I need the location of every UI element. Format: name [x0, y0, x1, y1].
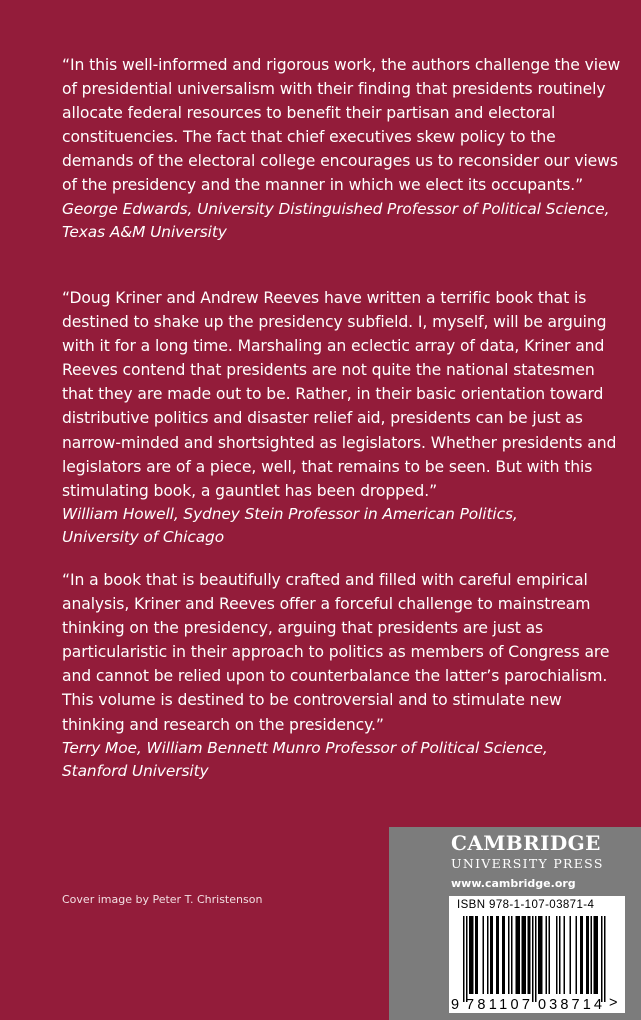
barcode-bar [604, 916, 606, 1002]
barcode-digits-right: 038714 [538, 997, 602, 1013]
barcode-bar [483, 916, 485, 994]
quote-text: “Doug Kriner and Andrew Reeves have written a terrific book that is destined to shake up the presidency subfield. I, myself, will be arguing with it for a long time. Marshaling an eclectic array of data, Kriner and Reeves contend that presidents are not quite the national statesmen that they are made out to be. Rather, in their basic orientation toward distributive politics and disaster relief aid, presidents can be just as narrow-minded and shortsighted as legislators. Whether presidents and legislators are of a piece, well, that remains to be seen. But with this stimulating book, a gauntlet has been dropped.” [62, 289, 617, 500]
quote-attribution-name: George Edwards, University Distinguished Professor of Political Science, [62, 199, 610, 218]
barcode-bar [591, 916, 593, 994]
barcode-bar [529, 916, 531, 994]
barcode-bar [549, 916, 551, 994]
barcode-bar [580, 916, 582, 994]
barcode-bars [463, 916, 606, 1002]
barcode-bar [594, 916, 596, 994]
quote-text: “In a book that is beautifully crafted and filled with careful empirical analysis, Kriner and Reeves offer a forceful challenge to mainstream thinking on the presidency, arguing that presidents are just as particularistic in their approach to politics as members of Congress are and cannot be relied upon to counterbalance the latter’s parochialism. This volume is destined to be controversial and to stimulate new thinking and research on the presidency.” [62, 571, 610, 734]
barcode-bar [570, 916, 572, 994]
barcode-bar [511, 916, 513, 994]
barcode-bar [504, 916, 506, 994]
publisher-panel [389, 827, 641, 1020]
barcode-bar [586, 916, 588, 994]
endorsement-quote-3 [62, 568, 624, 783]
barcode-bar [522, 916, 524, 994]
barcode-bar [498, 916, 500, 994]
barcode-bar [477, 916, 479, 994]
barcode-bar [576, 916, 578, 994]
barcode-bar [516, 916, 518, 994]
barcode-graphic [449, 896, 625, 1013]
quote-attribution-affiliation: Stanford University [62, 762, 209, 781]
barcode-bar [588, 916, 590, 994]
barcode-bar [595, 916, 597, 994]
barcode-bar [525, 916, 527, 994]
barcode-digits-left: 781107 [466, 997, 530, 1013]
barcode-bar [487, 916, 489, 994]
barcode-bar [463, 916, 465, 1002]
barcode-bar [496, 916, 498, 994]
barcode-bar [532, 916, 534, 1002]
barcode-bar [519, 916, 521, 994]
barcode-bar [472, 916, 474, 994]
barcode-bar [546, 916, 548, 994]
barcode-bar [541, 916, 543, 994]
barcode-bar [517, 916, 519, 994]
quote-attribution-name: William Howell, Sydney Stein Professor in American Politics, [62, 504, 518, 523]
quote-attribution-affiliation: Texas A&M University [62, 222, 227, 241]
barcode-bar [538, 916, 540, 994]
cover-image-credit: Cover image by Peter T. Christenson [62, 893, 263, 906]
barcode-bar [559, 916, 561, 994]
barcode-bar [492, 916, 494, 994]
publisher-logo-subtitle: UNIVERSITY PRESS [451, 856, 604, 871]
barcode-bar [523, 916, 525, 994]
barcode-bar [601, 916, 603, 1002]
quote-attribution-name: Terry Moe, William Bennett Munro Professor of Political Science, [62, 738, 548, 757]
barcode-bar [466, 916, 468, 1002]
barcode-lead-digit: 9 [451, 997, 460, 1013]
isbn-label: ISBN 978-1-107-03871-4 [457, 899, 595, 911]
barcode-bar [475, 916, 477, 994]
barcode-bar [597, 916, 599, 994]
barcode-bar [540, 916, 542, 994]
quote-text: “In this well-informed and rigorous work, the authors challenge the view of presidential universalism with their finding that presidents routinely allocate federal resources to benefit their partisan and electoral constituencies. The fact that chief executives skew policy to the demands of the electoral college encourages us to reconsider our views of the presidency and the manner in which we elect its occupants.” [62, 56, 621, 195]
barcode-bar [582, 916, 584, 994]
quote-attribution-affiliation: University of Chicago [62, 528, 225, 547]
barcode-bar [528, 916, 530, 994]
publisher-logo-name: CAMBRIDGE [451, 831, 601, 855]
barcode-end-mark: > [609, 995, 618, 1011]
isbn-barcode [449, 896, 625, 1013]
barcode-bar [502, 916, 504, 994]
barcode-bar [508, 916, 510, 994]
barcode-bar [469, 916, 471, 994]
endorsement-quote-2 [62, 286, 624, 550]
barcode-bar [535, 916, 537, 1002]
barcode-bar [556, 916, 558, 994]
publisher-url: www.cambridge.org [451, 877, 576, 890]
barcode-bar [490, 916, 492, 994]
barcode-bar [471, 916, 473, 994]
endorsement-quote-1 [62, 53, 624, 244]
barcode-bar [564, 916, 566, 994]
